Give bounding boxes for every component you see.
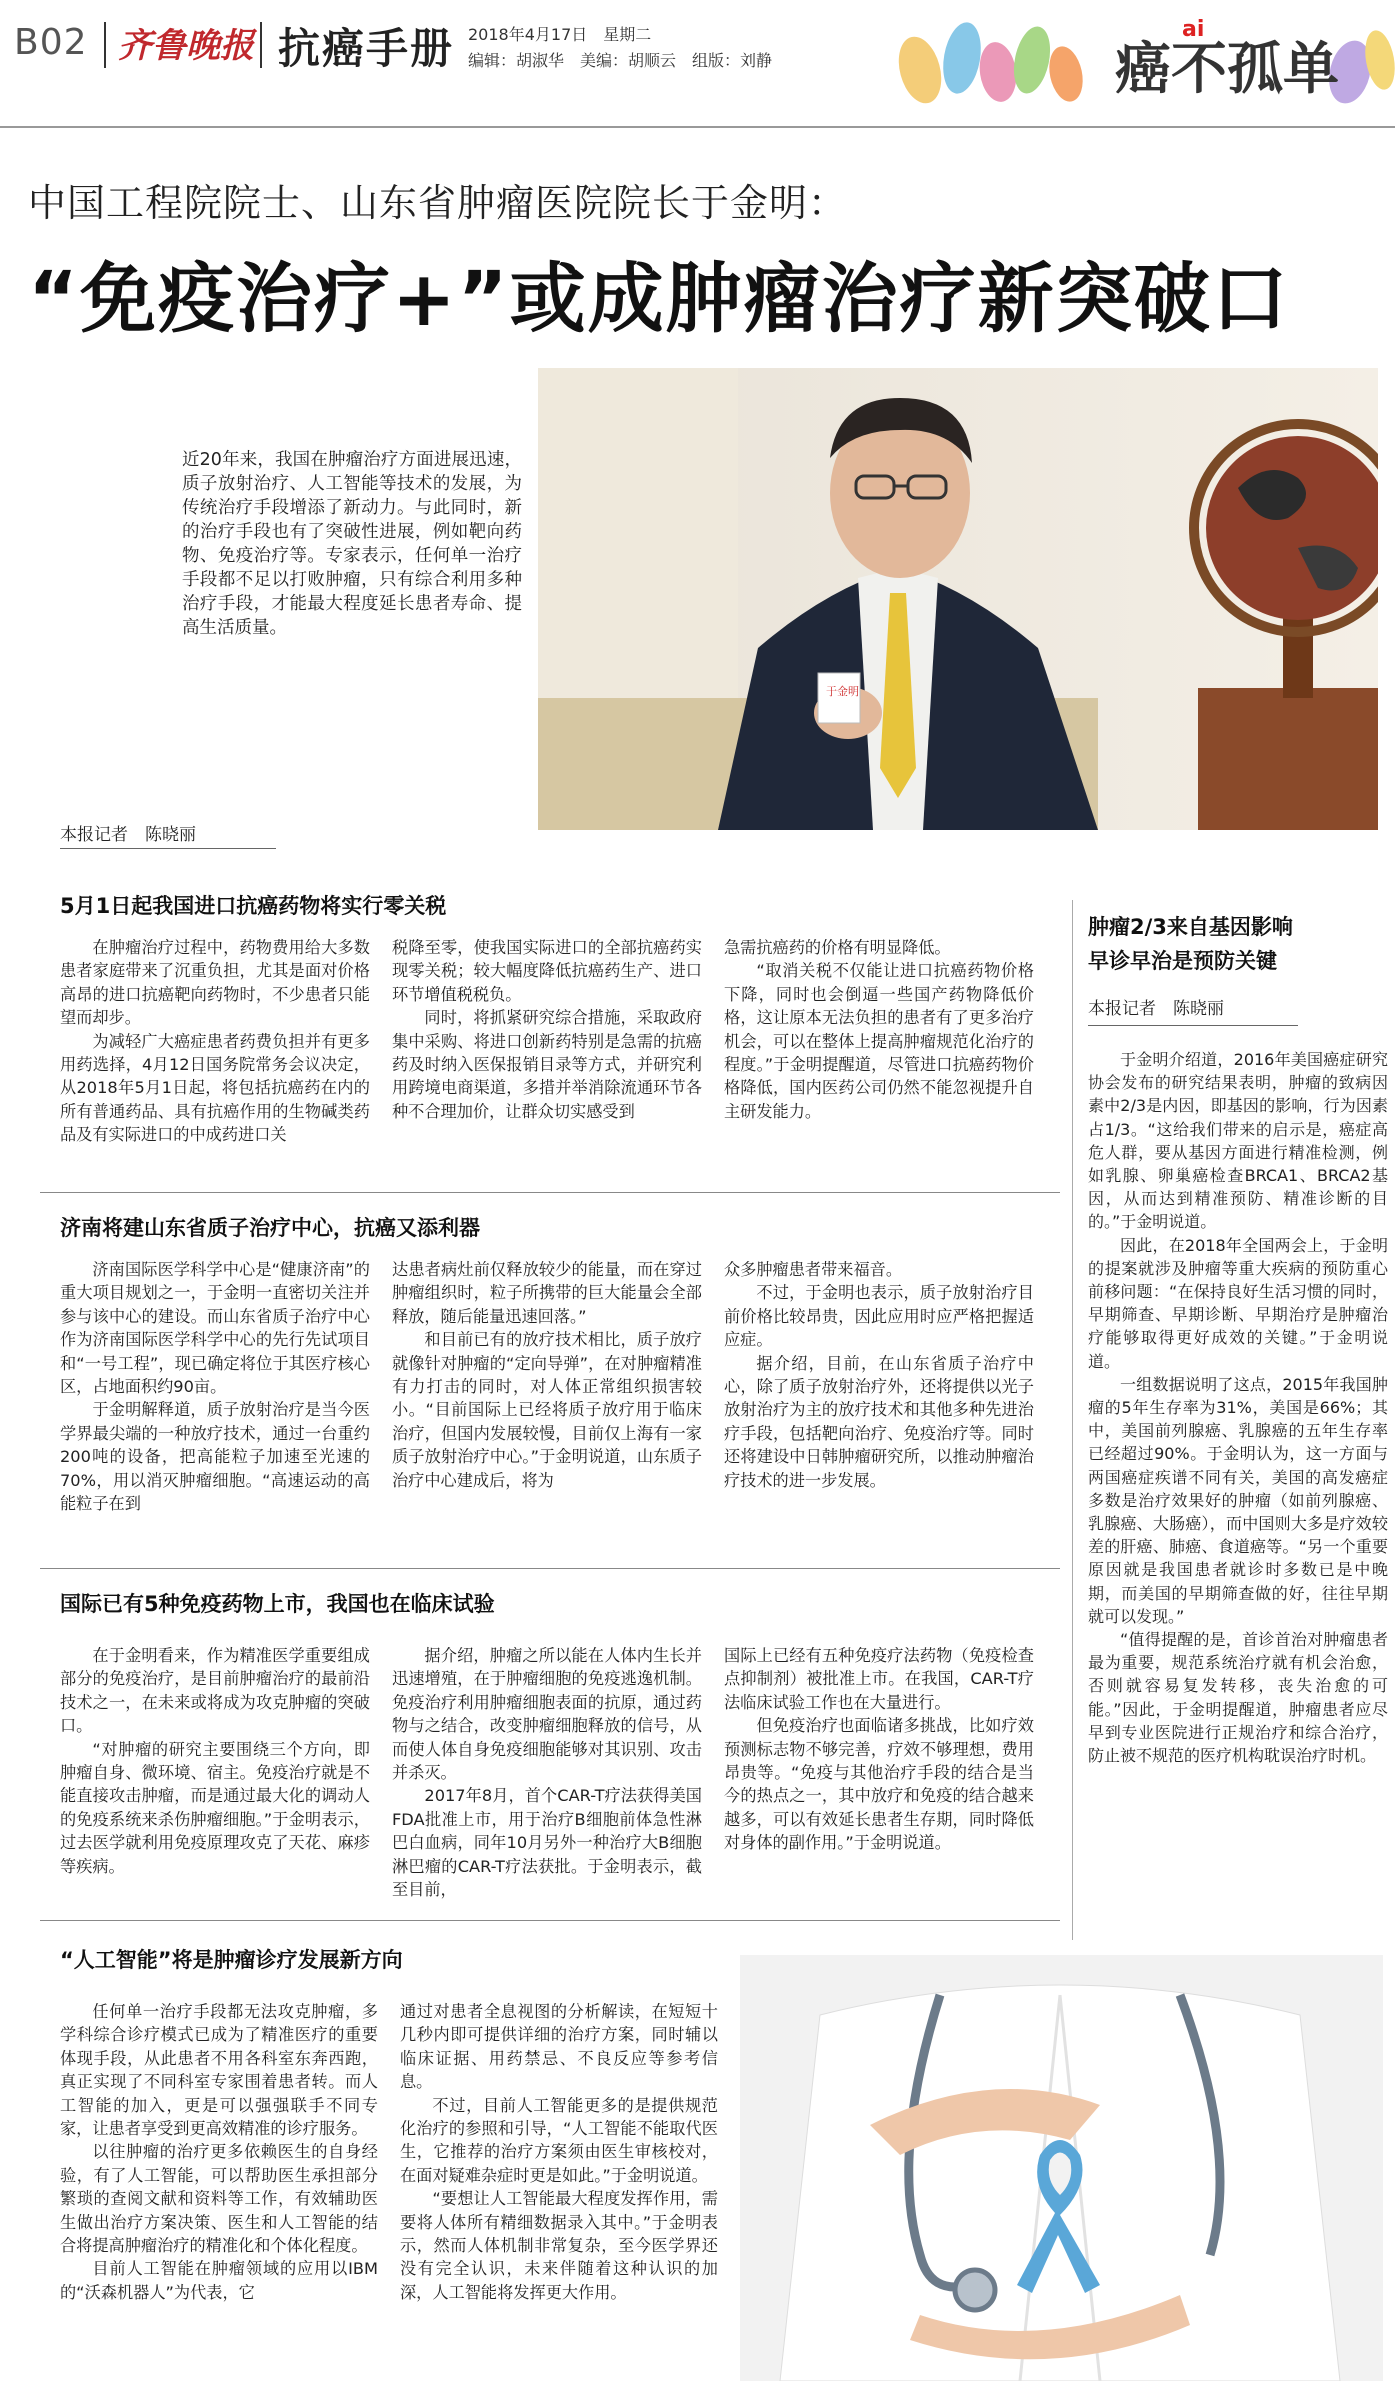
text-column: 通过对患者全息视图的分析解读，在短短十几秒内即可提供详细的治疗方案，同时辅以临床证据、用药禁忌、不良反应等参考信息。 不过，目前人工智能更多的是提供规范化治疗的参照和引导，“人工智能不能取代医生，它推荐的治疗方案须由医生审核校对，在面对疑难杂症时更是如此。”于金明说道。 “要想让人工智能最大程度发挥作用，需要将人体所有精细数据录入其中。”于金明表示，然而人体机制非常复杂，至今医学界还没有完全认识，未来伴随着这种认识的加深，人工智能将发挥更大作用。 bbox=[400, 2002, 718, 2302]
text-column: 任何单一治疗手段都无法攻克肿瘤，多学科综合诊疗模式已成为了精准医疗的重要体现手段，从此患者不用各科室东奔西跑，真正实现了不同科室专家围着患者转。而人工智能的加入，更是可以强强联手不同专家，让患者享受到更高效精准的诊疗服务。 以往肿瘤的治疗更多依赖医生的自身经验，有了人工智能，可以帮助医生承担部分繁琐的查阅文献和资料等工作，有效辅助医生做出治疗方案决策、医生和人工智能的结合将提高肿瘤治疗的精准化和个体化程度。 目前人工智能在肿瘤领域的应用以IBM的“沃森机器人”为代表，它 bbox=[60, 2002, 378, 2302]
sidebar-byline: 本报记者 陈晓丽 bbox=[1088, 999, 1224, 1019]
section-rule bbox=[40, 1192, 1060, 1193]
section-rule bbox=[40, 1568, 1060, 1569]
newspaper-brand: 齐鲁晚报 bbox=[118, 26, 254, 66]
sidebar-divider bbox=[1072, 900, 1073, 1940]
column-logo bbox=[880, 0, 1395, 120]
text-column: 众多肿瘤患者带来福音。 不过，于金明也表示，质子放射治疗目前价格比较昂贵，因此应用时应严格把握适应症。 据介绍，目前，在山东省质子治疗中心，除了质子放射治疗外，还将提供以光子放射治疗为主的放疗技术和其他多种先进治疗手段，包括靶向治疗、免疫治疗等。同时还将建设中日韩肿瘤研究所，以推动肿瘤治疗技术的进一步发展。 bbox=[724, 1260, 1034, 1490]
section-rule bbox=[40, 1920, 1060, 1921]
card-text: 于金明 bbox=[826, 685, 859, 698]
header-divider bbox=[260, 22, 262, 68]
doctor-photo bbox=[538, 368, 1378, 830]
sidebar-title-line2: 早诊早治是预防关键 bbox=[1088, 949, 1277, 973]
subhead-tariff: 5月1日起我国进口抗癌药物将实行零关税 bbox=[60, 894, 447, 918]
header-divider bbox=[104, 22, 106, 68]
sidebar bbox=[1088, 910, 1388, 1930]
text-column: 据介绍，肿瘤之所以能在人体内生长并迅速增殖，在于肿瘤细胞的免疫逃逸机制。免疫治疗利用肿瘤细胞表面的抗原，通过药物与之结合，改变肿瘤细胞释放的信号，从而使人体自身免疫细胞能够对其识别、攻击并杀灭。 2017年8月，首个CAR-T疗法获得美国FDA批准上市，用于治疗B细胞前体急性淋巴白血病，同年10月另外一种治疗大B细胞淋巴瘤的CAR-T疗法获批。于金明表示，截至目前， bbox=[392, 1646, 702, 1900]
article-byline: 本报记者 陈晓丽 bbox=[60, 825, 196, 845]
page-number: B02 bbox=[14, 22, 88, 63]
section-title: 抗癌手册 bbox=[278, 24, 455, 73]
sidebar-title-line1: 肿瘤2/3来自基因影响 bbox=[1088, 915, 1293, 939]
text-column: 急需抗癌药的价格有明显降低。 “取消关税不仅能让进口抗癌药物价格下降，同时也会倒逼一些国产药物降低价格，这让原本无法负担的患者有了更多治疗机会，可以在整体上提高肿瘤规范化治疗的程度。”于金明提醒道，尽管进口抗癌药物价格降低，国内医药公司仍然不能忽视提升自主研发能力。 bbox=[724, 938, 1034, 1121]
article-headline: “免疫治疗+”或成肿瘤治疗新突破口 bbox=[28, 254, 1290, 343]
subhead-immunotherapy: 国际已有5种免疫药物上市，我国也在临床试验 bbox=[60, 1592, 495, 1616]
svg-text:ai: ai bbox=[1182, 17, 1205, 42]
text-column: 国际上已经有五种免疫疗法药物（免疫检查点抑制剂）被批准上市。在我国，CAR-T疗法临床试验工作也在大量进行。 但免疫治疗也面临诸多挑战，比如疗效预测标志物不够完善，疗效不够理想，费用昂贵等。“免疫与其他治疗手段的结合是当今的热点之一，其中放疗和免疫的结合越来越多，可以有效延长患者生存期，同时降低对身体的副作用。”于金明说道。 bbox=[724, 1646, 1034, 1853]
text-column: 济南国际医学科学中心是“健康济南”的重大项目规划之一，于金明一直密切关注并参与该中心的建设。而山东省质子治疗中心作为济南国际医学科学中心的先行先试项目和“一号工程”，现已确定将位于其医疗核心区，占地面积约90亩。 于金明解释道，质子放射治疗是当今医学界最尖端的一种放疗技术，通过一台重约200吨的设备，把高能粒子加速至光速的70%，用以消灭肿瘤细胞。“高速运动的高能粒子在到 bbox=[60, 1260, 370, 1514]
header-rule bbox=[0, 126, 1395, 128]
ribbon-photo bbox=[740, 1955, 1383, 2381]
editors-line: 编辑：胡淑华 美编：胡顺云 组版：刘静 bbox=[468, 51, 773, 70]
text-column: 在于金明看来，作为精准医学重要组成部分的免疫治疗，是目前肿瘤治疗的最前沿技术之一，在未来或将成为攻克肿瘤的突破口。 “对肿瘤的研究主要围绕三个方向，即肿瘤自身、微环境、宿主。免疫治疗就是不能直接攻击肿瘤，而是通过最大化的调动人的免疫系统来杀伤肿瘤细胞。”于金明表示，过去医学就利用免疫原理攻克了天花、麻疹等疾病。 bbox=[60, 1646, 370, 1876]
text-column: 在肿瘤治疗过程中，药物费用给大多数患者家庭带来了沉重负担，尤其是面对价格高昂的进口抗癌靶向药物时，不少患者只能望而却步。 为减轻广大癌症患者药费负担并有更多用药选择，4月12日国务院常务会议决定，从2018年5月1日起，将包括抗癌药在内的所有普通药品、具有抗癌作用的生物碱类药品及有实际进口的中成药进口关 bbox=[60, 938, 370, 1145]
sidebar-text: 于金明介绍道，2016年美国癌症研究协会发布的研究结果表明，肿瘤的致病因素中2/3是内因，即基因的影响，行为因素占1/3。“这给我们带来的启示是，癌症高危人群，要从基因方面进行精准检测，例如乳腺、卵巢癌检查BRCA1、BRCA2基因，从而达到精准预防、精准诊断的目的。”于金明说道。 因此，在2018年全国两会上，于金明的提案就涉及肿瘤等重大疾病的预防重心前移问题：“在保持良好生活习惯的同时，早期筛查、早期诊断、早期治疗是肿瘤治疗能够取得更好成效的关键。”于金明说道。 一组数据说明了这点，2015年我国肿瘤的5年生存率为31%，美国是66%；其中，美国前列腺癌、乳腺癌的五年生存率已经超过90%。于金明认为，这一方面与两国癌症疾谱不同有关，美国的高发癌症多数是治疗效果好的肿瘤（如前列腺癌、乳腺癌、大肠癌），而中国则大多是疗效较差的肝癌、肺癌、食道癌等。“另一个重要原因就是我国患者就诊时多数已是中晚期，而美国的早期筛查做的好，往往早期就可以发现。” “值得提醒的是，首诊首治对肿瘤患者最为重要，规范系统治疗就有机会治愈，否则就容易复发转移，丧失治愈的可能。”因此，于金明提醒道，肿瘤患者应尽早到专业医院进行正规治疗和综合治疗，防止被不规范的医疗机构耽误治疗时机。 bbox=[1088, 1050, 1388, 1766]
subhead-ai: “人工智能”将是肿瘤诊疗发展新方向 bbox=[60, 1948, 403, 1972]
dateline: 2018年4月17日 星期二 bbox=[468, 25, 652, 44]
article-kicker: 中国工程院院士、山东省肿瘤医院院长于金明： bbox=[28, 181, 848, 225]
text-column: 达患者病灶前仅释放较少的能量，而在穿过肿瘤组织时，粒子所携带的巨大能量会全部释放，随后能量迅速回落。” 和目前已有的放疗技术相比，质子放疗就像针对肿瘤的“定向导弹”，在对肿瘤精准有力打击的同时，对人体正常组织损害较小。“目前国际上已经将质子放疗用于临床治疗，但国内发展较慢，目前仅上海有一家质子放射治疗中心。”于金明说道，山东质子治疗中心建成后，将为 bbox=[392, 1260, 702, 1490]
byline-rule bbox=[1088, 1025, 1298, 1026]
article-lead: 近20年来，我国在肿瘤治疗方面进展迅速，质子放射治疗、人工智能等技术的发展，为传统治疗手段增添了新动力。与此同时，新的治疗手段也有了突破性进展，例如靶向药物、免疫治疗等。专家表示，任何单一治疗手段都不足以打败肿瘤，只有综合利用多种治疗手段，才能最大程度延长患者寿命、提高生活质量。 bbox=[182, 450, 522, 638]
logo-text: 癌不孤单 bbox=[1115, 37, 1339, 102]
byline-rule bbox=[60, 848, 276, 849]
text-column: 税降至零，使我国实际进口的全部抗癌药实现零关税；较大幅度降低抗癌药生产、进口环节增值税税负。 同时，将抓紧研究综合措施，采取政府集中采购、将进口创新药特别是急需的抗癌药及时纳入医保报销目录等方式，并研究利用跨境电商渠道，多措并举消除流通环节各种不合理加价，让群众切实感受到 bbox=[392, 938, 702, 1121]
subhead-proton: 济南将建山东省质子治疗中心，抗癌又添利器 bbox=[60, 1216, 480, 1240]
